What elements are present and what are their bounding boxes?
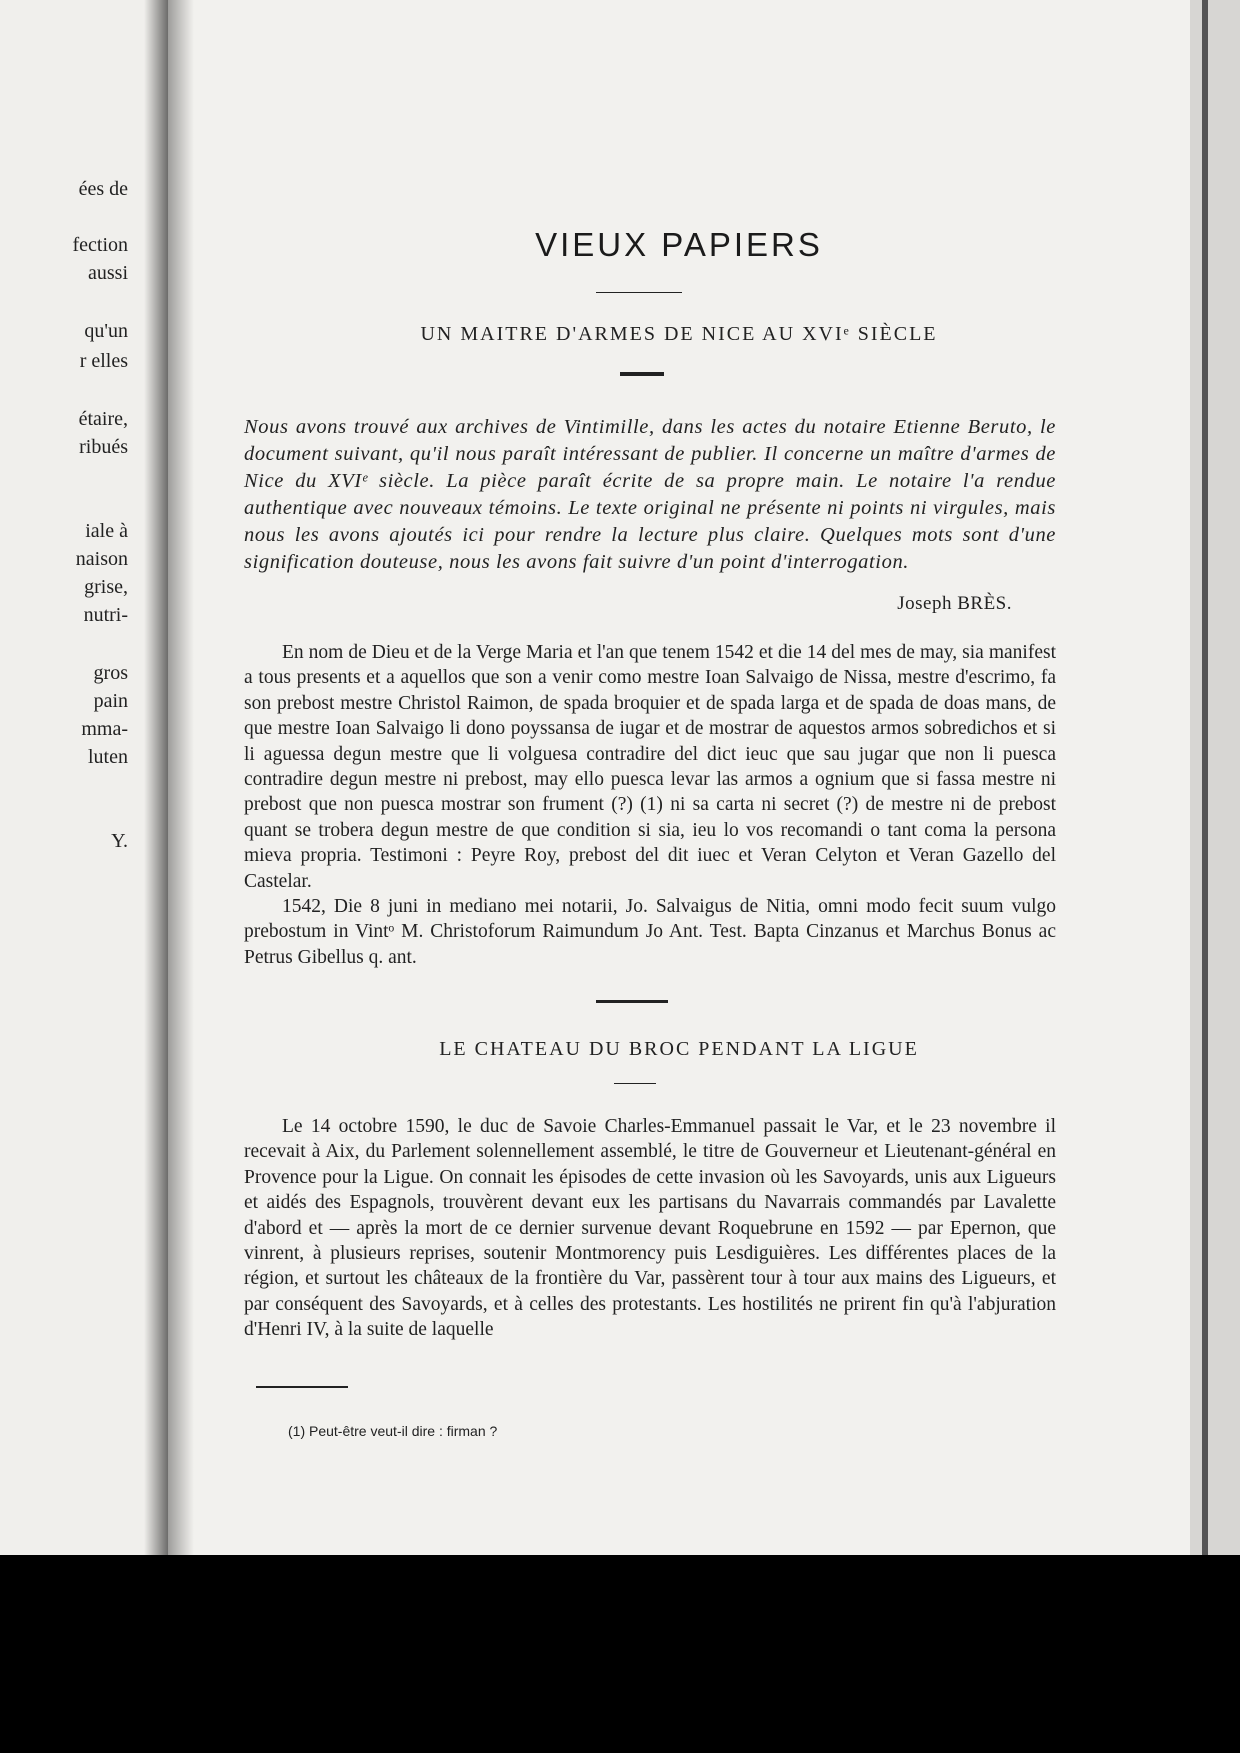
left-page-margin [0,0,168,1555]
section-body [244,640,1056,970]
left-page-line: Y. [111,830,128,852]
section-separator [596,1000,668,1003]
left-page-line: luten [88,746,128,768]
page-edge-line [1202,0,1208,1555]
page-curl-shadow [144,0,168,1555]
section-body [244,1114,1056,1343]
intro-note: Nous avons trouvé aux archives de Vintimille, dans les actes du notaire Etienne Beruto, le document suivant, qu'il nous paraît intéressant de publier. Il concerne un maître d'armes de Nice du XVIᵉ siècle. La pièce paraît écrite de sa propre main. Le notaire l'a rendue authentique avec nouveaux témoins. Le texte original ne présente ni points ni virgules, mais nous les avons ajoutés ici pour rendre la lecture plus claire. Quelques mots sont d'une signification douteuse, nous les avons fait suivre d'un point d'interrogation. [244,416,1056,573]
section-heading: LE CHATEAU DU BROC PENDANT LA LIGUE [439,1038,919,1060]
page-title: VIEUX PAPIERS [535,226,823,263]
left-page-line: étaire, [78,408,128,430]
paragraph: En nom de Dieu et de la Verge Maria et l'an que tenem 1542 et die 14 del mes de may, sia manifest a tous presents et a aquellos que son a venir como mestre Ioan Salvaigo de Nissa, mestre d'escrimo, fa son prebost mestre Christol Raimon, de spada broquier et de spada larga et de spada de doas mans, de que mestre Ioan Salvaigo li dono poyssansa de iugar et de mostrar de aquestos armos sobredichos et si li aguessa degun mestre que li volguesa contradire del dict ieuc que sau jugar que non li puesca contradire degun mestre ni prebost, may ello puesca levar las armos a ognium que si fassa mestre ni prebost que non puesca mostrar son frument (?) (1) ni sa carta ni secret (?) de mestre ni de prebost quant se trobera degun mestre de que condition si sia, ieu lo vos recomandi o tant coma la persona mieva propria. Testimoni : Peyre Roy, prebost del dit iuec et Veran Celyton et Veran Gazello del Castelar. [244,642,1056,892]
left-page-line: iale à [85,520,128,542]
left-page-line: r elles [79,350,128,372]
footnote-rule [256,1386,348,1388]
main-page [168,0,1190,1555]
left-page-line: qu'un [84,320,128,342]
left-page-line: grise, [84,576,128,598]
left-page-line: ribués [79,436,128,458]
left-page-line: gros [93,662,128,684]
footnote: (1) Peut-être veut-il dire : firman ? [288,1423,498,1439]
left-page-line: ées de [78,178,128,200]
left-page-line: nutri- [83,604,128,626]
left-page-line: pain [93,690,128,712]
paragraph: 1542, Die 8 juni in mediano mei notarii, Jo. Salvaigus de Nitia, omni modo fecit suum vulgo prebostum in Vintᵒ M. Christoforum Raimundum Jo Ant. Test. Bapta Cinzanus et Marchus Bonus ac Petrus Gibellus q. ant. [244,896,1056,968]
left-page-line: aussi [88,262,128,284]
author-signature: Joseph BRÈS. [897,593,1012,614]
left-page-line: mma- [81,718,128,740]
right-page-edge [1190,0,1240,1555]
title-rule [596,292,682,293]
heading-rule [614,1083,656,1084]
left-page-line: fection [72,234,128,256]
left-page-line: naison [75,548,128,570]
section-heading: UN MAITRE D'ARMES DE NICE AU XVIᵉ SIÈCLE [420,323,938,345]
paragraph: Le 14 octobre 1590, le duc de Savoie Charles-Emmanuel passait le Var, et le 23 novembre il recevait à Aix, du Parlement solennellement assemblé, le titre de Gouverneur et Lieutenant-général en Provence pour la Ligue. On connait les épisodes de cette invasion où les Savoyards, unis aux Ligueurs et aidés des Espagnols, trouvèrent devant eux les partisans du Navarrais commandés par Lavalette d'abord et — après la mort de ce dernier survenue devant Roquebrune en 1592 — par Epernon, que vinrent, à plusieurs reprises, soutenir Montmorency puis Lesdiguières. Les différentes places de la région, et surtout les châteaux de la frontière du Var, passèrent tour à tour aux mains des Ligueurs, et par conséquent des Savoyards, et à celles des protestants. Les hostilités ne prirent fin qu'à l'abjuration d'Henri IV, à la suite de laquelle [244,1116,1056,1341]
heading-rule [620,372,664,376]
